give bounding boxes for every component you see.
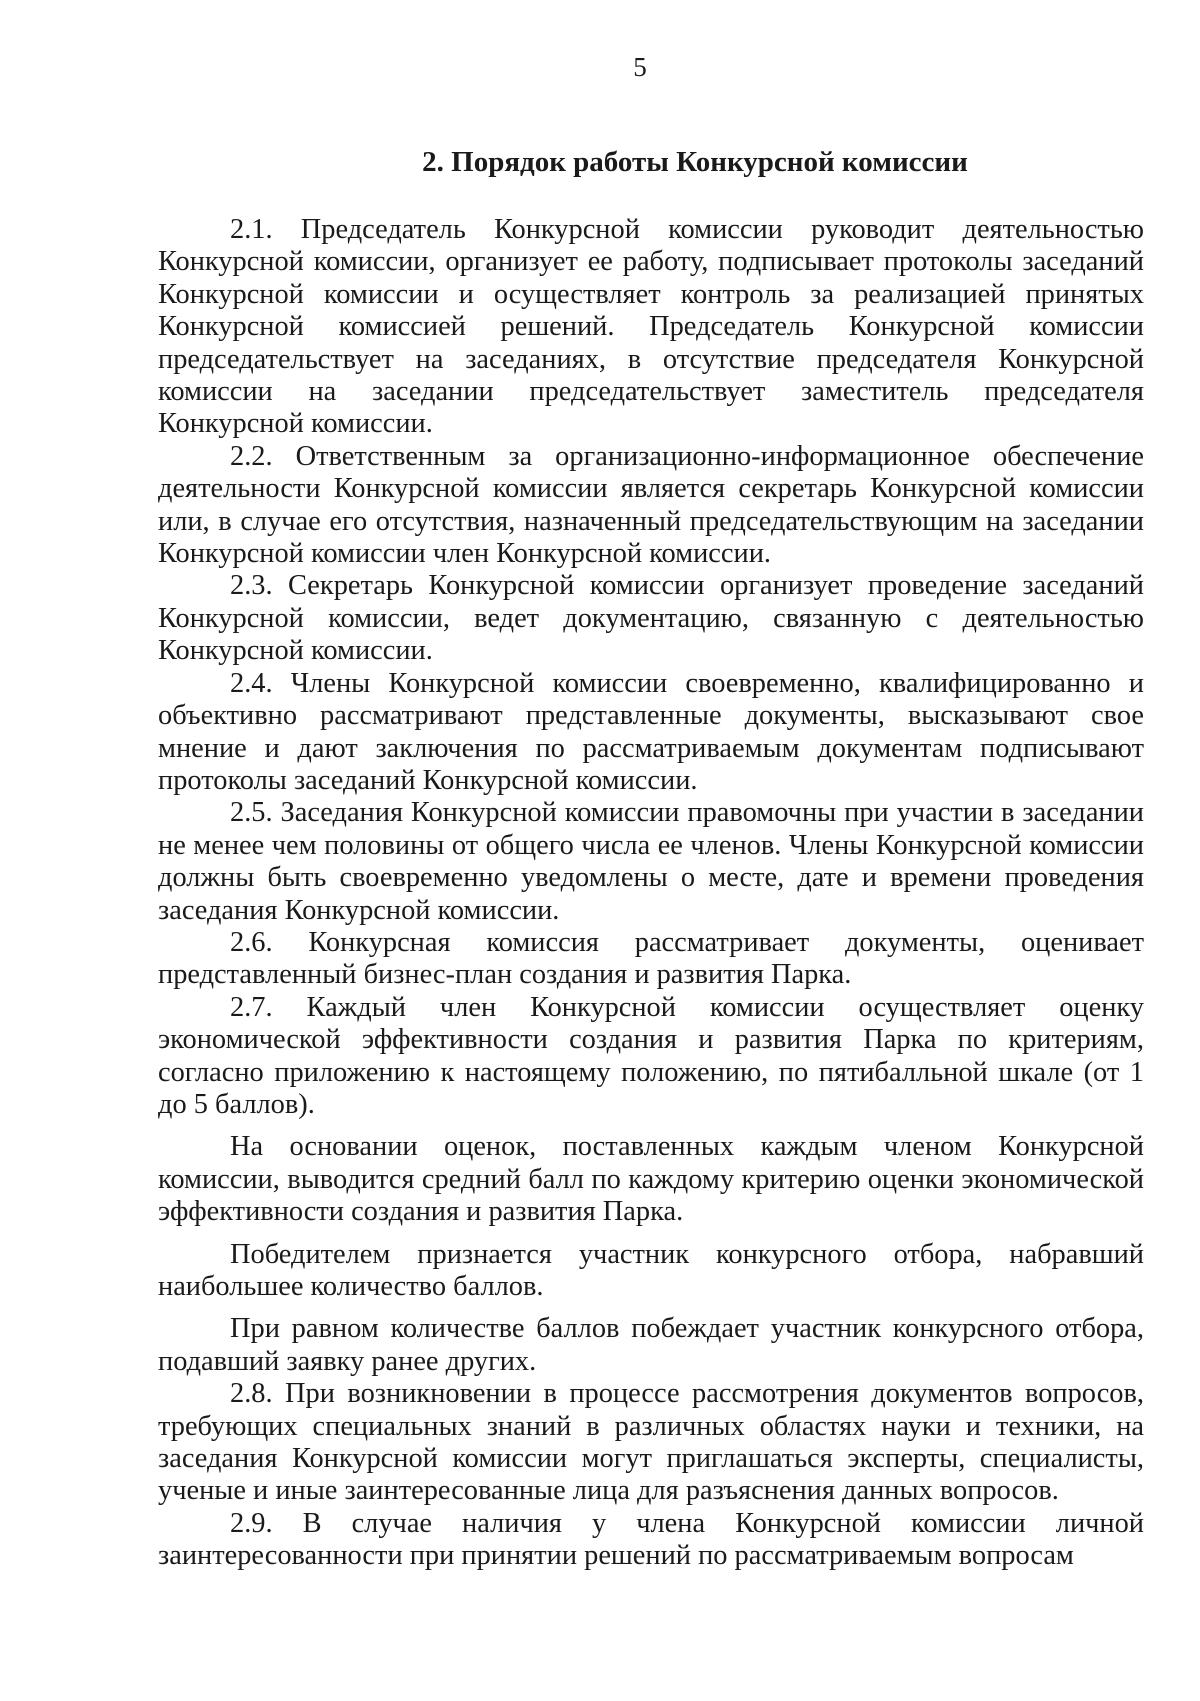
paragraph-2-3: 2.3. Секретарь Конкурсной комиссии организует проведение заседаний Конкурсной комиссии, ведет документацию, связанную с деятельностью Конкурсной комиссии. [158,570,1144,667]
paragraph-2-7: 2.7. Каждый член Конкурсной комиссии осуществляет оценку экономической эффективности создания и развития Парка по критериям, согласно приложению к настоящему положению, по пятибалльной шкале (от 1 до 5 баллов). [158,991,1144,1120]
paragraph-2-9: 2.9. В случае наличия у члена Конкурсной комиссии личной заинтересованности при принятии решений по рассматриваемым вопросам [158,1507,1144,1572]
paragraph-2-6: 2.6. Конкурсная комиссия рассматривает документы, оценивает представленный бизнес-план создания и развития Парка. [158,926,1144,991]
paragraph-equal-score: При равном количестве баллов побеждает участник конкурсного отбора, подавший заявку ранее других. [158,1313,1144,1377]
document-body [158,214,1144,1573]
paragraph-2-5: 2.5. Заседания Конкурсной комиссии правомочны при участии в заседании не менее чем половины от общего числа ее членов. Члены Конкурсной комиссии должны быть своевременно уведомлены о месте, дате и времени проведения заседания Конкурсной комиссии. [158,797,1144,926]
paragraph-average-score: На основании оценок, поставленных каждым членом Конкурсной комиссии, выводится средний балл по каждому критерию оценки экономической эффективности создания и развития Парка. [158,1131,1144,1228]
paragraph-2-4: 2.4. Члены Конкурсной комиссии своевременно, квалифицированно и объективно рассматривают представленные документы, высказывают свое мнение и дают заключения по рассматриваемым документам подписывают протоколы заседаний Конкурсной комиссии. [158,667,1144,796]
paragraph-2-1: 2.1. Председатель Конкурсной комиссии руководит деятельностью Конкурсной комиссии, организует ее работу, подписывает протоколы заседаний Конкурсной комиссии и осуществляет контроль за реализацией принятых Конкурсной комиссией решений. Председатель Конкурсной комиссии председательствует на заседаниях, в отсутствие председателя Конкурсной комиссии на заседании председательствует заместитель председателя Конкурсной комиссии. [158,214,1144,440]
page-number: 5 [633,52,647,82]
paragraph-2-8: 2.8. При возникновении в процессе рассмотрения документов вопросов, требующих специальных знаний в различных областях науки и техники, на заседания Конкурсной комиссии могут приглашаться эксперты, специалисты, ученые и иные заинтересованные лица для разъяснения данных вопросов. [158,1378,1144,1507]
paragraph-2-2: 2.2. Ответственным за организационно-информационное обеспечение деятельности Конкурсной комиссии является секретарь Конкурсной комиссии или, в случае его отсутствия, назначенный председательствующим на заседании Конкурсной комиссии член Конкурсной комиссии. [158,440,1144,570]
section-heading: 2. Порядок работы Конкурсной комиссии [422,146,968,178]
paragraph-winner: Победителем признается участник конкурсного отбора, набравший наибольшее количество баллов. [158,1238,1144,1302]
